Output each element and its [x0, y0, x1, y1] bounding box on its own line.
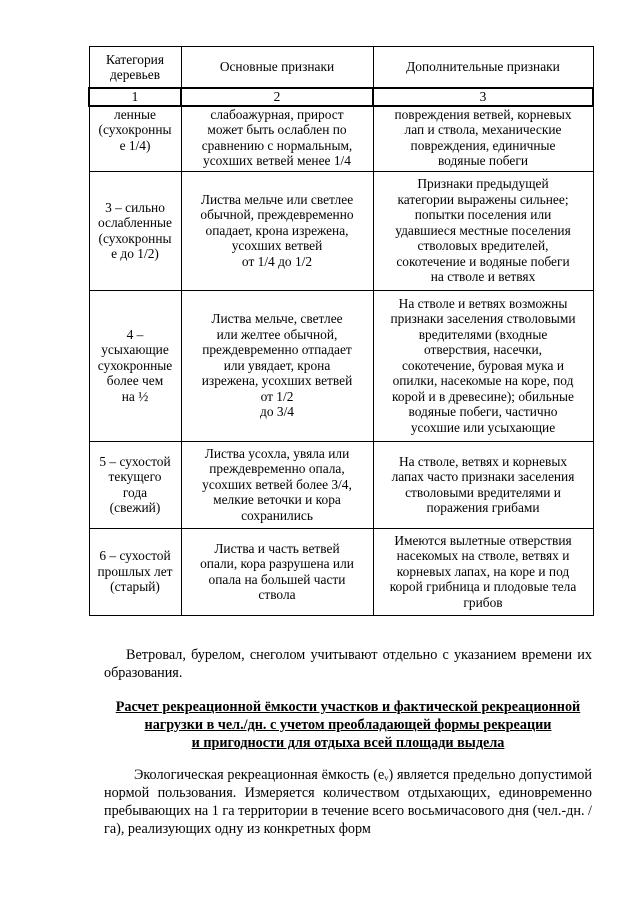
section-heading: Расчет рекреационной ёмкости участков и фактической рекреационной нагрузки в чел./дн. с учетом преобладающей формы рекреации и пригодности для отдыха всей площади выдела	[115, 699, 581, 751]
category-cell: ленные (сухокронны е 1/4)	[89, 106, 181, 172]
main-signs-cell: Листва усохла, увяла или преждевременно опала, усохших ветвей более 3/4, мелкие веточки и кора сохранились	[181, 441, 373, 528]
header-extra-signs: Дополнительные признаки	[373, 47, 593, 89]
category-cell: 3 – сильно ослабленные (сухокронны е до 1/2)	[89, 171, 181, 290]
main-signs-cell: Листва мельче или светлее обычной, преждевременно опадает, крона изрежена, усохших ветвей от 1/4 до 1/2	[181, 171, 373, 290]
column-number: 2	[181, 88, 373, 106]
extra-signs-cell: На стволе и ветвях возможны признаки заселения стволовыми вредителями (входные отверствия, насечки, сокотечение, буровая мука и опилки, насекомые на коре, под корой и в древесине); обильные водяные побеги, частично усохшие или усыхающие	[373, 290, 593, 441]
column-number-row	[89, 88, 593, 106]
table-row	[89, 290, 593, 441]
recreation-capacity-paragraph: Экологическая рекреационная ёмкость (eᵥ) является предельно допустимой нормой пользования. Измеряется количеством отдыхающих, единовременно пребывающих на 1 га территории в течение всего восьмичасового дня (чел.-дн. /га), реализующих одну из конкретных форм	[104, 767, 592, 837]
extra-signs-cell: повреждения ветвей, корневых лап и ствола, механические повреждения, единичные водяные побеги	[373, 106, 593, 172]
category-cell: 5 – сухостой текущего года (свежий)	[89, 441, 181, 528]
header-main-signs: Основные признаки	[181, 47, 373, 89]
header-category: Категория деревьев	[89, 47, 181, 89]
column-number: 3	[373, 88, 593, 106]
main-signs-cell: слабоажурная, прирост может быть ослаблен по сравнению с нормальным, усохших ветвей менее 1/4	[181, 106, 373, 172]
column-number: 1	[89, 88, 181, 106]
tree-category-table	[88, 46, 594, 616]
extra-signs-cell: Имеются вылетные отверствия насекомых на стволе, ветвях и корневых лапах, на коре и под корой грибница и плодовые тела грибов	[373, 528, 593, 615]
category-cell: 4 – усыхающие сухокронные более чем на ½	[89, 290, 181, 441]
category-cell: 6 – сухостой прошлых лет (старый)	[89, 528, 181, 615]
main-signs-cell: Листва мельче, светлее или желтее обычной, преждевременно отпадает или увядает, крона изрежена, усохших ветвей от 1/2 до 3/4	[181, 290, 373, 441]
windfall-paragraph: Ветровал, бурелом, снеголом учитывают отдельно с указанием времени их образования.	[104, 647, 592, 681]
table-row	[89, 441, 593, 528]
main-signs-cell: Листва и часть ветвей опали, кора разрушена или опала на большей части ствола	[181, 528, 373, 615]
table-row	[89, 528, 593, 615]
table-header-row	[89, 47, 593, 89]
table-row	[89, 106, 593, 172]
table-row	[89, 171, 593, 290]
extra-signs-cell: На стволе, ветвях и корневых лапах часто признаки заселения стволовыми вредителями и поражения грибами	[373, 441, 593, 528]
extra-signs-cell: Признаки предыдущей категории выражены сильнее; попытки поселения или удавшиеся местные поселения стволовых вредителей, сокотечение и водяные побеги на стволе и ветвях	[373, 171, 593, 290]
